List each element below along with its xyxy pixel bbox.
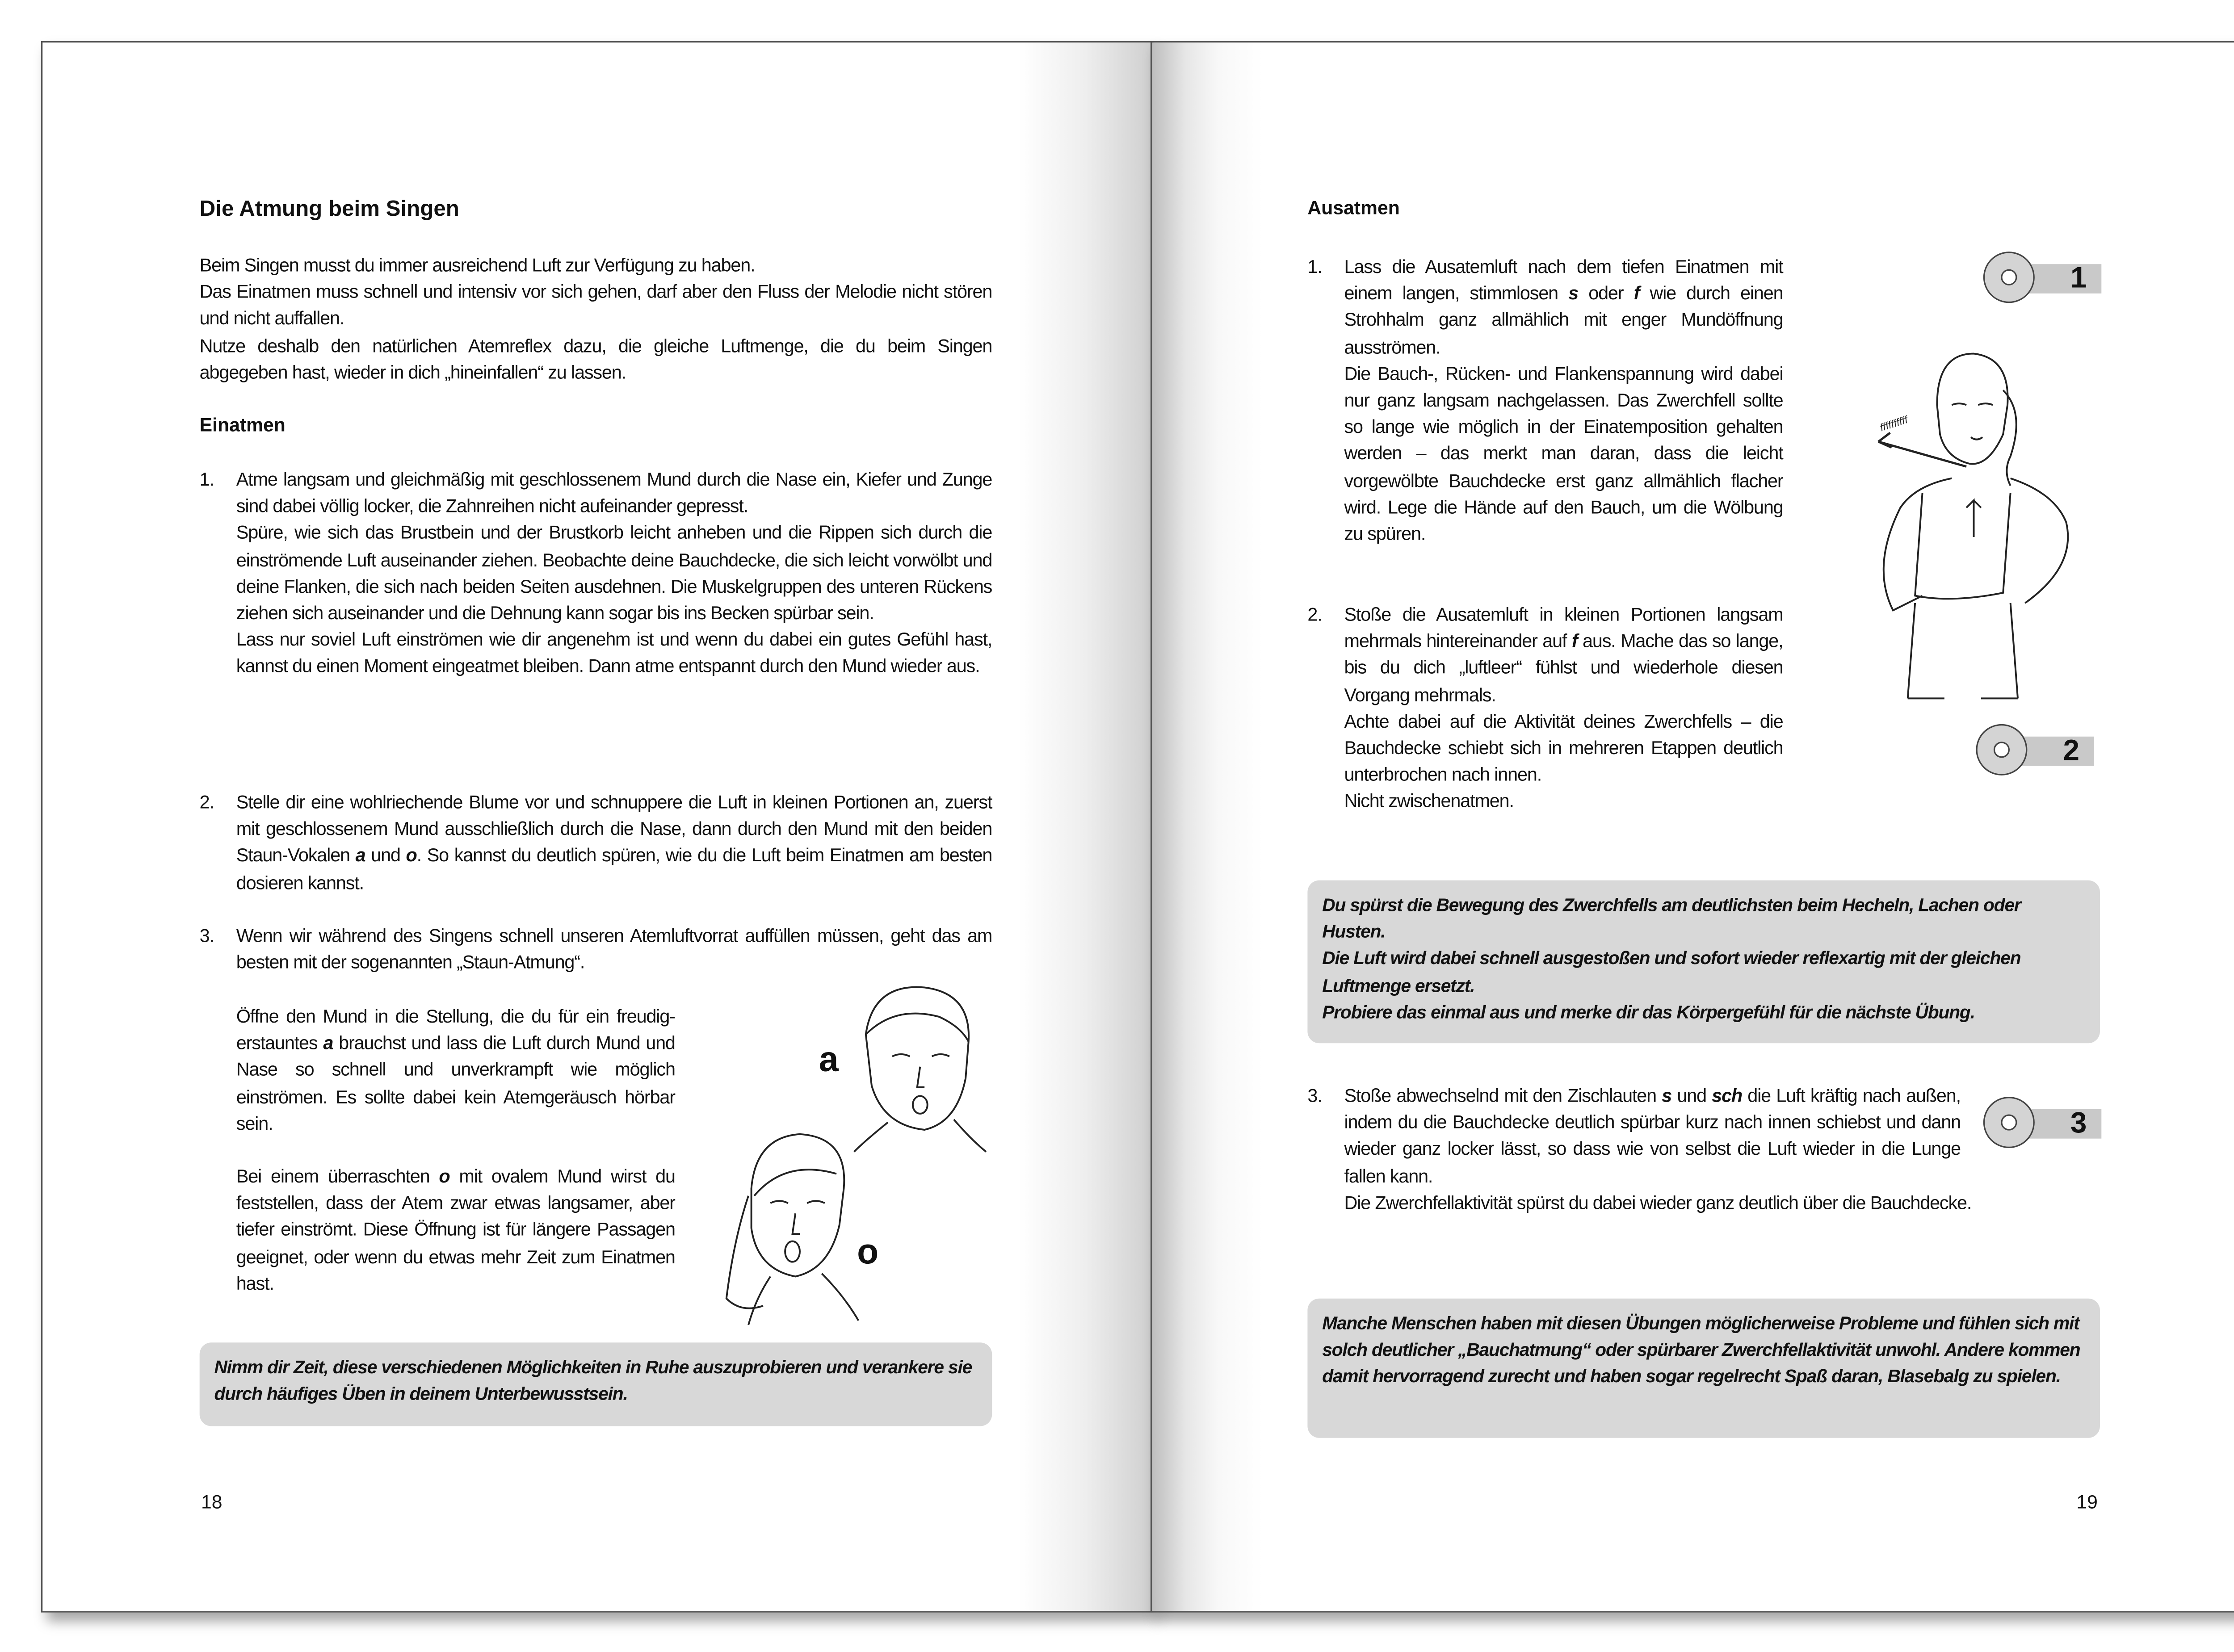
vowel-o: o: [406, 846, 417, 867]
letter-f: f: [1571, 631, 1578, 652]
intro-line: Nutze deshalb den natürlichen Atemreflex dazu, die gleiche Luftmenge, die du beim Singen abgegeben hast, wieder in dich „hineinfallen“ zu lassen.: [199, 335, 992, 383]
list-item: [200, 789, 992, 896]
item-paragraph: Nicht zwischenatmen.: [1344, 791, 1514, 812]
list-item: [1307, 254, 1783, 548]
text: oder: [1578, 283, 1634, 304]
item-number: 2.: [1307, 604, 1322, 625]
page-number: 18: [201, 1490, 223, 1513]
item-number: 1.: [199, 470, 214, 490]
item-paragraph: [1344, 1083, 1961, 1190]
text: brauchst und lass die Luft durch Mund und Nase so schnell und unverkrampft wie möglich einströmen. Es sollte dabei kein Atemgeräusch hörbar sein.: [236, 1033, 675, 1134]
label-o: o: [857, 1232, 879, 1272]
label-a: a: [819, 1040, 839, 1080]
note-line: Du spürst die Bewegung des Zwerchfells am deutlichsten beim Hecheln, Lachen oder Husten.: [1322, 895, 2021, 943]
item-paragraph: Lass nur soviel Luft einströmen wie dir angenehm ist und wenn du dabei ein gutes Gefühl hast, kannst du einen Moment eingeatmet bleiben. Dann atme entspannt durch den Mund wieder aus.: [236, 629, 992, 677]
item-paragraph: Die Zwerchfellaktivität spürst du dabei wieder ganz deutlich über die Bauchdecke.: [1344, 1192, 1972, 1213]
item-paragraph: Wenn wir während des Singens schnell unseren Atemluftvorrat auffüllen müssen, geht das am besten mit der sogenannten „Staun-Atmung“.: [236, 926, 992, 973]
text: Öffne den Mund in die Stellung, die du für ein freudig-erstauntes: [236, 1006, 675, 1054]
vowel-a: a: [355, 846, 365, 867]
text: Lass die Ausatemluft nach dem tiefen Einatmen mit einem langen, stimmlosen: [1344, 256, 1783, 304]
intro-line: Das Einatmen muss schnell und intensiv vor sich gehen, darf aber den Fluss der Melodie nicht stören und nicht auffallen.: [199, 282, 992, 330]
faces-illustration: [719, 976, 991, 1335]
item-paragraph: Die Bauch-, Rücken- und Flankenspannung wird dabei nur ganz langsam nachgelassen. Das Zwerchfell sollte so lange wie möglich in der Einatemposition gehalten werden – das merkt man daran, dass die leicht vorgewölbte Bauchdecke erst ganz allmählich flacher wird. Lege die Hände auf den Bauch, um die Wölbung zu spüren.: [1344, 363, 1783, 545]
face-o-drawing: [726, 1134, 859, 1325]
note-box: Manche Menschen haben mit diesen Übungen möglicherweise Probleme und fühlen sich mit solch deutlicher „Bauchatmung“ oder spürbarer Zwerchfellaktivität unwohl. Andere kommen damit hervorragend zurecht und haben sogar regelrecht Spaß daran, Blasebalg zu spielen.: [1307, 1299, 2100, 1438]
item-number: 3.: [1307, 1086, 1322, 1107]
cd-icon: [1974, 722, 2030, 778]
track-number: 2: [2063, 735, 2079, 767]
vowel-o: o: [439, 1166, 450, 1187]
letter-s: s: [1662, 1086, 1672, 1107]
track-number: 1: [2070, 262, 2087, 295]
text: wie durch einen Strohhalm ganz allmählich mit enger Mundöffnung ausströmen.: [1344, 283, 1783, 358]
item-number: 2.: [199, 792, 214, 813]
list-item: [200, 466, 992, 680]
item-number: 1.: [1307, 256, 1322, 277]
list-item: [200, 923, 992, 977]
face-a-drawing: [854, 987, 987, 1152]
cd-track-badge: [1981, 1106, 2101, 1141]
item-paragraph: Spüre, wie sich das Brustbein und der Brustkorb leicht anheben und die Rippen sich durch die einströmende Luft auseinander ziehen. Beobachte deine Bauchdecke, die sich leicht vorwölbt und deine Flanken, die sich nach beiden Seiten ausdehnen. Die Muskelgruppen des unteren Rückens ziehen sich auseinander und die Dehnung kann sogar bis ins Becken spürbar sein.: [236, 523, 992, 624]
cd-track-badge: [1974, 734, 2094, 769]
track-number: 3: [2070, 1107, 2087, 1140]
cd-track-badge: [1981, 261, 2101, 297]
text: aus. Mache das so lange, bis du dich „luftleer“ fühlst und wiederhole diesen Vorgang mehrmals.: [1344, 631, 1783, 705]
text: . So kannst du deutlich spüren, wie du die Luft beim Einatmen am besten dosieren kannst.: [236, 846, 992, 893]
text: und: [365, 846, 406, 867]
section-heading-einatmen: Einatmen: [199, 414, 286, 436]
item-paragraph: Atme langsam und gleichmäßig mit geschlossenem Mund durch die Nase ein, Kiefer und Zunge sind dabei völlig locker, die Zahnreihen nicht aufeinander gepresst.: [236, 470, 992, 517]
page-title: Die Atmung beim Singen: [199, 197, 459, 222]
item-paragraph: Achte dabei auf die Aktivität deines Zwerchfells – die Bauchdecke schiebt sich in mehreren Etappen deutlich unterbrochen nach innen.: [1344, 711, 1783, 785]
item-number: 3.: [199, 926, 214, 947]
list-item: [1307, 602, 1783, 815]
intro-line: Beim Singen musst du immer ausreichend Luft zur Verfügung zu haben.: [199, 255, 755, 276]
section-heading-ausatmen: Ausatmen: [1307, 197, 1400, 219]
staun-a-paragraph: [236, 1004, 675, 1137]
note-box: [1307, 881, 2100, 1044]
item-paragraph: [1344, 602, 1783, 709]
cd-icon: [1981, 1094, 2037, 1150]
page-number: 19: [2076, 1490, 2098, 1513]
text: Stelle dir eine wohlriechende Blume vor und schnuppere die Luft in kleinen Portionen an, zuerst mit geschlossenem Mund ausschließlich durch die Nase, dann durch den Mund mit den beiden Staun-Vokalen: [236, 792, 992, 867]
letters-sch: sch: [1712, 1086, 1743, 1107]
note-line: Die Luft wird dabei schnell ausgestoßen und sofort wieder reflexartig mit der gleichen Luftmenge ersetzt.: [1322, 948, 2021, 996]
text: mit ovalem Mund wirst du feststellen, dass der Atem zwar etwas langsamer, aber tiefer einströmt. Diese Öffnung ist für längere Passagen geeignet, oder wenn du etwas mehr Zeit zum Einatmen hast.: [236, 1166, 675, 1294]
text: Stoße abwechselnd mit den Zischlauten: [1344, 1086, 1662, 1107]
intro-text: [200, 252, 992, 386]
vowel-a: a: [323, 1033, 333, 1054]
note-box: Nimm dir Zeit, diese verschiedenen Möglichkeiten in Ruhe auszuprobieren und verankere sie durch häufiges Üben in deinem Unterbewusstsein.: [200, 1342, 992, 1426]
text: die Luft kräftig nach außen, indem du die Bauchdecke deutlich spürbar kurz nach innen schiebst und dann wieder ganz locker lässt, so dass wie von selbst die Luft wieder in die Lunge fallen kann.: [1344, 1086, 1961, 1187]
exhale-sound-label: ffffffffff: [1878, 413, 1909, 434]
note-line: Probiere das einmal aus und merke dir das Körpergefühl für die nächste Übung.: [1322, 1002, 1975, 1023]
item-paragraph: [1344, 254, 1783, 361]
letter-s: s: [1568, 283, 1579, 304]
text: Bei einem überraschten: [236, 1166, 439, 1187]
cd-icon: [1981, 249, 2037, 305]
text: Stoße die Ausatemluft in kleinen Portionen langsam mehrmals hintereinander auf: [1344, 604, 1783, 652]
staun-o-paragraph: [236, 1164, 675, 1297]
letter-f: f: [1634, 283, 1640, 304]
text: und: [1671, 1086, 1712, 1107]
breathing-woman-illustration: [1864, 346, 2084, 706]
